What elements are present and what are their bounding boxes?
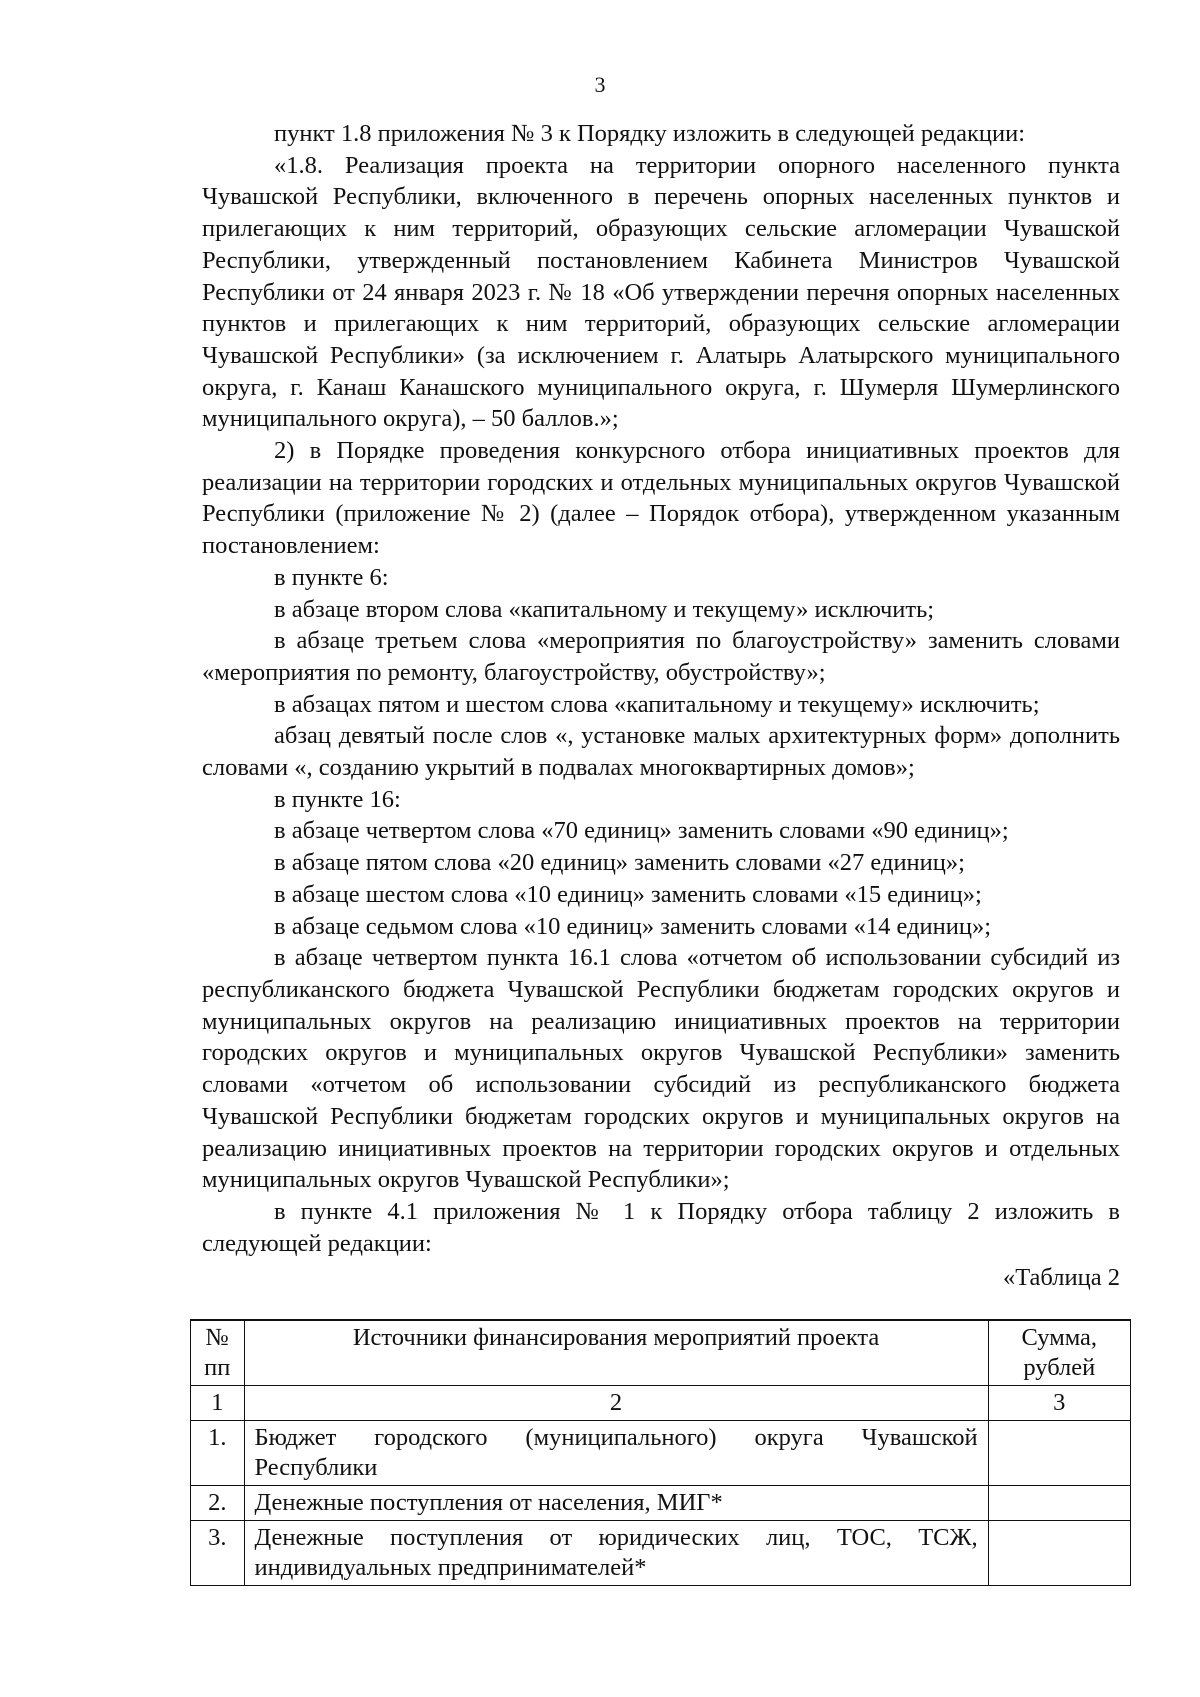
paragraph: в пункте 4.1 приложения № 1 к Порядку отбора таблицу 2 изложить в следующей редакции: [202, 1197, 1120, 1257]
paragraph: пункт 1.8 приложения № 3 к Порядку изложить в следующей редакции: [274, 120, 1026, 147]
paragraph: в абзаце шестом слова «10 единиц» заменить словами «15 единиц»; [274, 880, 982, 908]
row-source-cell: Денежные поступления от юридических лиц, ТОС, ТСЖ, индивидуальных предпринимателей* [244, 1521, 988, 1586]
row-number-cell: 1. [191, 1421, 245, 1486]
header-sum-label: Сумма, [1021, 1324, 1098, 1351]
column-number-row [191, 1386, 1131, 1421]
row-number-cell: 2. [191, 1486, 245, 1521]
row-sum-cell [988, 1421, 1130, 1486]
paragraph: в абзаце пятом слова «20 единиц» заменить словами «27 единиц»; [274, 849, 965, 877]
header-sum-cell [988, 1320, 1130, 1386]
paragraph: «1.8. Реализация проекта на территории опорного населенного пункта Чувашской Республики, включенного в перечень опорных населенных пунктов и прилегающих к ним территорий, образующих сельские агломерации Чувашской Республики, утвержденный постановлением Кабинета Министров Чувашской Республики от 24 января 2023 г. № 18 «Об утверждении перечня опорных населенных пунктов и прилегающих к ним территорий, образующих сельские агломерации Чувашской Республики» (за исключением г. Алатырь Алатырского муниципального округа, г. Канаш Канашского муниципального округа, г. Шумерля Шумерлинского муниципального округа), – 50 баллов.»; [202, 151, 1120, 433]
table-row [191, 1521, 1131, 1586]
table-caption: «Таблица 2 [1002, 1264, 1120, 1291]
column-number-cell: 3 [988, 1386, 1130, 1421]
header-number-label: № [205, 1324, 229, 1351]
table-row [191, 1421, 1131, 1486]
paragraph: 2) в Порядке проведения конкурсного отбора инициативных проектов для реализации на территории городских и отдельных муниципальных округов Чувашской Республики (приложение № 2) (далее – Порядок отбора), утвержденном указанным постановлением: [202, 437, 1120, 560]
header-number-cell [191, 1320, 245, 1386]
row-number-cell: 3. [191, 1521, 245, 1586]
row-sum-cell [988, 1521, 1130, 1586]
header-source-cell: Источники финансирования мероприятий проекта [244, 1320, 988, 1386]
paragraph: в абзаце втором слова «капитальному и текущему» исключить; [274, 595, 935, 623]
paragraph: в абзаце третьем слова «мероприятия по благоустройству» заменить словами «мероприятия по ремонту, благоустройству, обустройству»; [202, 627, 1120, 686]
document-body [202, 118, 1120, 1259]
paragraph: в пункте 16: [274, 785, 401, 813]
paragraph: в абзаце четвертом пункта 16.1 слова «отчетом об использовании субсидий из республиканского бюджета Чувашской Республики бюджетам городских округов и муниципальных округов на реализацию инициативных проектов на территории городских округов и муниципальных округов Чувашской Республики» заменить словами «отчетом об использовании субсидий из республиканского бюджета Чувашской Республики бюджетам городских округов и муниципальных округов на реализацию инициативных проектов на территории городских округов и отдельных муниципальных округов Чувашской Республики»; [202, 944, 1120, 1194]
header-sum-label: рублей [1023, 1354, 1096, 1381]
row-source-cell: Денежные поступления от населения, МИГ* [244, 1486, 988, 1521]
column-number-cell: 2 [244, 1386, 988, 1421]
funding-sources-table [190, 1319, 1131, 1586]
paragraph: абзац девятый после слов «, установке малых архитектурных форм» дополнить словами «, созданию укрытий в подвалах многоквартирных домов»; [202, 722, 1120, 782]
column-number-cell: 1 [191, 1386, 245, 1421]
paragraph: в абзаце седьмом слова «10 единиц» заменить словами «14 единиц»; [274, 912, 992, 940]
row-source-cell: Бюджет городского (муниципального) округа Чувашской Республики [244, 1421, 988, 1486]
paragraph: в пункте 6: [274, 563, 389, 591]
table-row [191, 1486, 1131, 1521]
paragraph: в абзаце четвертом слова «70 единиц» заменить словами «90 единиц»; [274, 817, 1009, 845]
header-number-label: пп [204, 1354, 231, 1381]
row-sum-cell [988, 1486, 1130, 1521]
table-header-row [191, 1320, 1131, 1386]
page-number: 3 [594, 72, 606, 97]
paragraph: в абзацах пятом и шестом слова «капитальному и текущему» исключить; [274, 690, 1040, 718]
